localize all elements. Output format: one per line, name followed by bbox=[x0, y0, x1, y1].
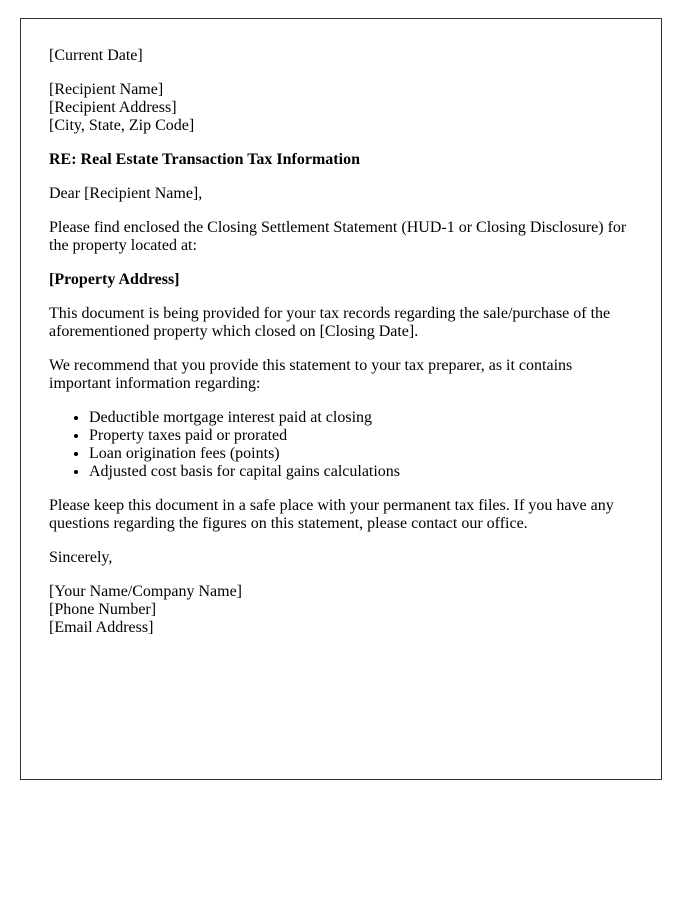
bullet-item: • Loan origination fees (points) bbox=[89, 445, 633, 463]
signature-email: [Email Address] bbox=[49, 619, 154, 636]
signature-block bbox=[49, 583, 633, 637]
paragraph-tax-records: This document is being provided for your tax records regarding the sale/purchase of the aforementioned property which closed on [Closing Date]. bbox=[49, 305, 611, 340]
bullet-item: • Deductible mortgage interest paid at closing bbox=[89, 409, 633, 427]
tax-info-bullet-list bbox=[49, 409, 633, 481]
recipient-name: [Recipient Name] bbox=[49, 81, 164, 98]
date-line: [Current Date] bbox=[49, 47, 143, 64]
salutation: Dear [Recipient Name], bbox=[49, 185, 203, 202]
signature-phone: [Phone Number] bbox=[49, 601, 157, 618]
recipient-block bbox=[49, 81, 633, 135]
bullet-item: • Property taxes paid or prorated bbox=[89, 427, 633, 445]
signature-name: [Your Name/Company Name] bbox=[49, 583, 243, 600]
bullet-item: • Adjusted cost basis for capital gains calculations bbox=[89, 463, 633, 481]
recipient-city-state-zip: [City, State, Zip Code] bbox=[49, 117, 195, 134]
letter-document bbox=[20, 18, 662, 780]
recipient-address: [Recipient Address] bbox=[49, 99, 177, 116]
paragraph-enclosure-intro: Please find enclosed the Closing Settlement Statement (HUD-1 or Closing Disclosure) for the property located at: bbox=[49, 219, 627, 254]
paragraph-recommendation-intro: We recommend that you provide this statement to your tax preparer, as it contains important information regarding: bbox=[49, 357, 573, 392]
subject-line: RE: Real Estate Transaction Tax Information bbox=[49, 151, 360, 168]
signoff: Sincerely, bbox=[49, 549, 113, 566]
paragraph-closing-note: Please keep this document in a safe place with your permanent tax files. If you have any questions regarding the figures on this statement, please contact our office. bbox=[49, 497, 614, 532]
property-address-placeholder: [Property Address] bbox=[49, 271, 180, 288]
